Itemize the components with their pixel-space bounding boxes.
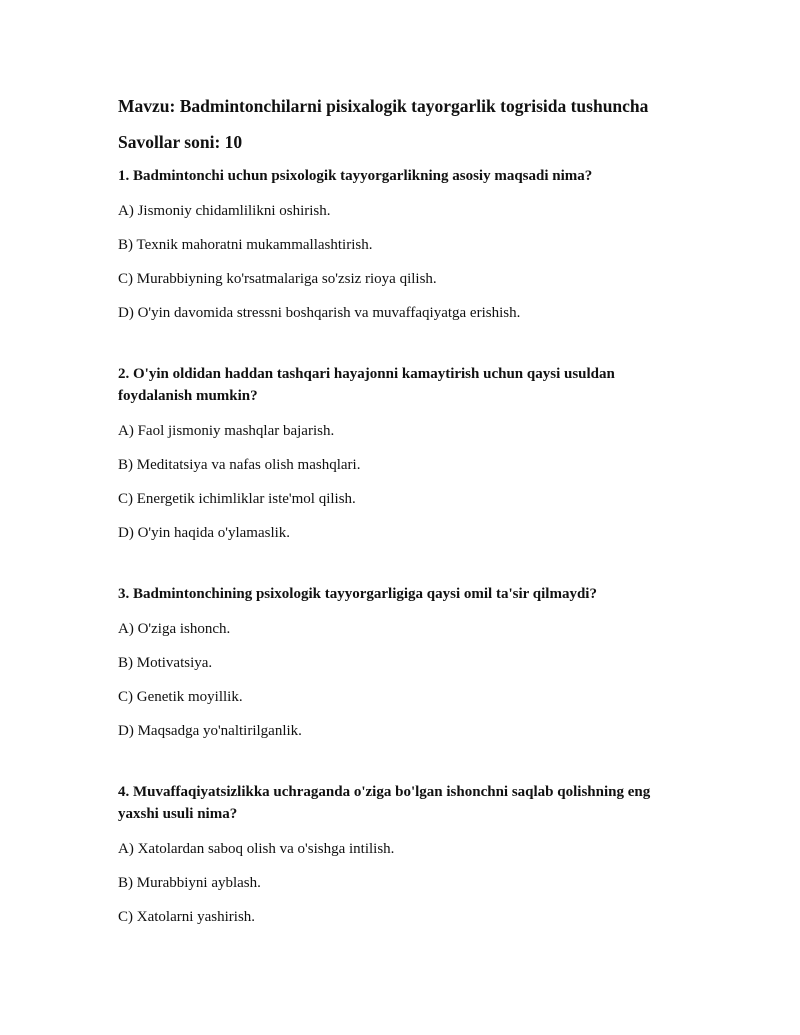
option-c: C) Murabbiyning ko'rsatmalariga so'zsiz rioya qilish. [118, 271, 437, 287]
option-b: B) Murabbiyni ayblash. [118, 875, 261, 891]
option-b: B) Motivatsiya. [118, 655, 213, 671]
option-a: A) Jismoniy chidamlilikni oshirish. [118, 203, 331, 219]
question-2 [118, 363, 718, 543]
option-a: A) Faol jismoniy mashqlar bajarish. [118, 423, 335, 439]
option-c: C) Xatolarni yashirish. [118, 909, 256, 925]
option-a: A) O'ziga ishonch. [118, 621, 231, 637]
question-count: Savollar soni: 10 [118, 132, 243, 152]
question-text: 4. Muvaffaqiyatsizlikka uchraganda o'ziga bo'lgan ishonchni saqlab qolishning eng yaxshi usuli nima? [118, 784, 651, 822]
option-c: C) Energetik ichimliklar iste'mol qilish. [118, 491, 356, 507]
question-text: 2. O'yin oldidan haddan tashqari hayajonni kamaytirish uchun qaysi usuldan foydalanish mumkin? [118, 366, 615, 404]
question-text: 1. Badmintonchi uchun psixologik tayyorgarlikning asosiy maqsadi nima? [118, 168, 593, 184]
question-3 [118, 583, 718, 741]
option-b: B) Meditatsiya va nafas olish mashqlari. [118, 457, 361, 473]
option-a: A) Xatolardan saboq olish va o'sishga intilish. [118, 841, 395, 857]
option-b: B) Texnik mahoratni mukammallashtirish. [118, 237, 373, 253]
question-text: 3. Badmintonchining psixologik tayyorgarligiga qaysi omil ta'sir qilmaydi? [118, 586, 597, 602]
document-page [118, 94, 718, 927]
question-4 [118, 781, 718, 927]
option-c: C) Genetik moyillik. [118, 689, 243, 705]
option-d: D) Maqsadga yo'naltirilganlik. [118, 723, 302, 739]
option-d: D) O'yin davomida stressni boshqarish va muvaffaqiyatga erishish. [118, 305, 521, 321]
option-d: D) O'yin haqida o'ylamaslik. [118, 525, 291, 541]
question-1 [118, 165, 718, 323]
document-title: Mavzu: Badmintonchilarni pisixalogik tayorgarlik togrisida tushuncha [118, 96, 649, 116]
